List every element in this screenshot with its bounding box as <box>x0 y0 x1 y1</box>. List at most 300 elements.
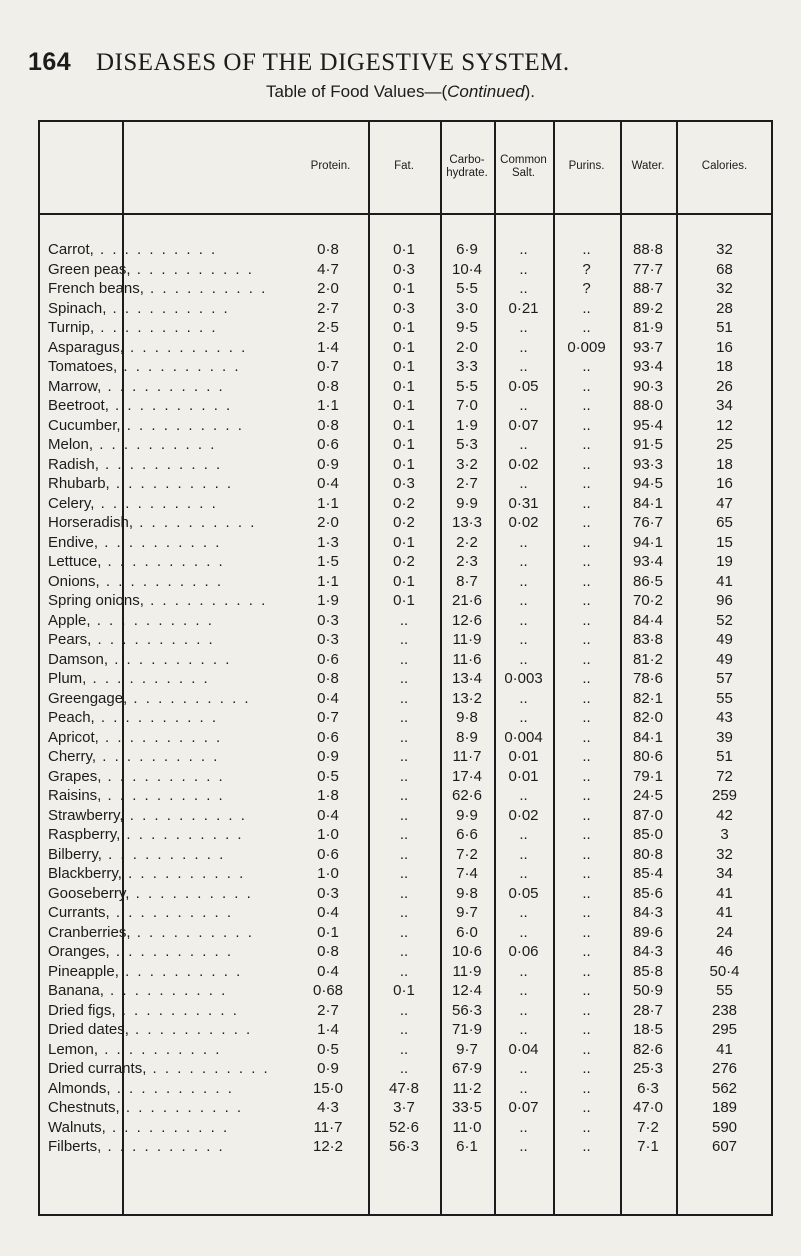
cell-protein: 1·0 <box>317 865 339 882</box>
cell-carbohydrate: 11·2 <box>452 1079 482 1097</box>
cell-fat: 0·3 <box>393 299 415 317</box>
table-row <box>38 416 773 436</box>
cell-water: 80·8 <box>632 845 664 863</box>
cell-water: 84·1 <box>632 494 664 512</box>
cell-water: 82·6 <box>632 1040 664 1058</box>
cell-fat: 52·6 <box>388 1118 420 1136</box>
cell-common-salt: 0·02 <box>508 455 539 473</box>
cell-purins: .. <box>582 241 591 258</box>
cell-common-salt: .. <box>519 1079 528 1097</box>
cell-fat: .. <box>399 923 409 941</box>
cell-purins: .. <box>582 475 591 492</box>
cell-purins: .. <box>582 592 591 609</box>
cell-carbohydrate: 10·4 <box>451 260 483 278</box>
cell-calories: 34 <box>716 865 733 882</box>
cell-protein: 4·3 <box>317 1099 339 1116</box>
cell-calories: 55 <box>716 689 733 707</box>
table-row <box>38 552 773 572</box>
cell-water: 82·1 <box>632 689 664 707</box>
table-bottom-rule <box>38 1214 773 1216</box>
cell-common-salt: .. <box>519 826 528 843</box>
cell-carbohydrate: 10·6 <box>451 943 483 960</box>
cell-purins: .. <box>582 650 591 668</box>
food-name: Apple, . <box>48 611 310 631</box>
cell-carbohydrate: 12·6 <box>451 611 483 629</box>
food-name: Plum, . <box>48 669 310 689</box>
cell-calories: 52 <box>716 611 733 629</box>
food-name: Pears, . <box>48 630 310 650</box>
table-row <box>38 864 773 884</box>
cell-protein: 2·0 <box>317 514 339 531</box>
cell-calories: 41 <box>716 1040 733 1058</box>
table-row <box>38 279 773 299</box>
cell-purins: .. <box>582 865 591 882</box>
cell-common-salt: .. <box>519 533 528 551</box>
cell-common-salt: .. <box>519 338 528 356</box>
food-name: Apricot, . <box>48 728 310 748</box>
cell-calories: 19 <box>716 553 733 570</box>
food-name: Celery, . <box>48 494 310 514</box>
cell-purins: .. <box>582 728 591 746</box>
cell-water: 7·1 <box>637 1138 659 1155</box>
cell-purins: .. <box>582 553 591 570</box>
food-name: Tomatoes, . <box>48 357 310 377</box>
food-name: Radish, . <box>48 455 310 475</box>
cell-carbohydrate: 6·1 <box>456 1138 478 1155</box>
cell-fat: .. <box>399 1040 409 1058</box>
cell-carbohydrate: 13·3 <box>451 514 483 531</box>
cell-fat: .. <box>399 962 409 980</box>
cell-protein: 1·1 <box>317 397 339 414</box>
cell-calories: 562 <box>711 1079 738 1097</box>
cell-carbohydrate: 71·9 <box>451 1021 483 1038</box>
cell-purins: .. <box>582 709 591 726</box>
cell-protein: 0·3 <box>317 611 339 629</box>
cell-fat: .. <box>399 767 409 785</box>
header-calories: Calories. <box>701 160 748 173</box>
table-row <box>38 591 773 611</box>
table-row <box>38 708 773 728</box>
table-row <box>38 689 773 709</box>
cell-water: 80·6 <box>632 748 664 765</box>
cell-calories: 68 <box>716 260 733 278</box>
cell-carbohydrate: 6·0 <box>456 923 478 941</box>
cell-common-salt: .. <box>519 787 528 804</box>
table-row <box>38 533 773 553</box>
cell-common-salt: 0·07 <box>508 416 539 434</box>
cell-common-salt: .. <box>519 319 528 336</box>
food-name: Onions, . <box>48 572 310 592</box>
cell-water: 93·4 <box>632 358 664 375</box>
food-name: Lettuce, . <box>48 552 310 572</box>
food-name: Dried currants, . <box>48 1059 310 1079</box>
cell-carbohydrate: 17·4 <box>451 767 483 785</box>
cell-carbohydrate: 9·7 <box>456 904 478 921</box>
table-row <box>38 767 773 787</box>
cell-purins: ? <box>582 280 591 297</box>
cell-protein: 0·6 <box>317 728 339 746</box>
cell-carbohydrate: 9·5 <box>456 319 478 336</box>
cell-water: 81·9 <box>632 319 664 336</box>
cell-carbohydrate: 1·9 <box>456 416 478 434</box>
cell-purins: .. <box>582 923 591 941</box>
table-row <box>38 806 773 826</box>
cell-fat: 0·1 <box>393 280 415 297</box>
cell-calories: 18 <box>716 358 733 375</box>
table-row <box>38 1001 773 1021</box>
table-row <box>38 611 773 631</box>
cell-water: 50·9 <box>632 982 664 999</box>
cell-carbohydrate: 9·8 <box>456 709 478 726</box>
cell-common-salt: .. <box>519 631 528 648</box>
cell-fat: 0·2 <box>393 553 415 570</box>
cell-calories: 276 <box>711 1060 738 1077</box>
cell-fat: 0·3 <box>393 260 415 278</box>
cell-protein: 0·6 <box>317 650 339 668</box>
cell-water: 88·7 <box>632 280 664 297</box>
cell-protein: 0·8 <box>317 416 339 434</box>
cell-water: 87·0 <box>632 806 664 824</box>
table-row <box>38 1020 773 1040</box>
table-row <box>38 396 773 416</box>
table-row <box>38 357 773 377</box>
cell-common-salt: .. <box>519 1118 528 1136</box>
cell-common-salt: .. <box>519 572 528 590</box>
cell-calories: 18 <box>716 455 733 473</box>
cell-purins: .. <box>582 358 591 375</box>
food-name: Cherry, . <box>48 747 310 767</box>
cell-fat: 0·2 <box>393 514 415 531</box>
cell-carbohydrate: 6·9 <box>456 241 478 258</box>
running-title: DISEASES OF THE DIGESTIVE SYSTEM. <box>95 49 570 76</box>
cell-water: 85·4 <box>632 865 664 882</box>
cell-fat: .. <box>399 631 409 648</box>
cell-protein: 2·0 <box>317 280 339 297</box>
cell-purins: .. <box>582 806 591 824</box>
cell-calories: 72 <box>716 767 733 785</box>
cell-protein: 4·7 <box>317 260 339 278</box>
food-name: Marrow, . <box>48 377 310 397</box>
cell-carbohydrate: 9·9 <box>456 494 478 512</box>
cell-carbohydrate: 62·6 <box>451 787 483 804</box>
cell-protein: 1·1 <box>317 494 339 512</box>
cell-carbohydrate: 13·4 <box>451 670 483 687</box>
table-row <box>38 884 773 904</box>
cell-common-salt: .. <box>519 1021 528 1038</box>
cell-purins: .. <box>582 845 591 863</box>
table-row <box>38 1098 773 1118</box>
cell-water: 76·7 <box>632 514 664 531</box>
cell-calories: 16 <box>716 338 733 356</box>
cell-common-salt: 0·01 <box>508 767 539 785</box>
cell-water: 70·2 <box>632 592 664 609</box>
cell-calories: 55 <box>716 982 733 999</box>
cell-purins: .. <box>582 767 591 785</box>
table-row <box>38 923 773 943</box>
cell-calories: 49 <box>716 631 733 648</box>
cell-fat: .. <box>399 904 409 921</box>
table-row <box>38 903 773 923</box>
cell-calories: 295 <box>711 1021 738 1038</box>
cell-calories: 41 <box>716 884 733 902</box>
cell-carbohydrate: 12·4 <box>451 982 483 999</box>
table-row <box>38 1137 773 1157</box>
cell-purins: .. <box>582 455 591 473</box>
cell-purins: .. <box>582 748 591 765</box>
caption-italic: Continued <box>447 82 525 101</box>
cell-common-salt: .. <box>519 241 528 258</box>
cell-carbohydrate: 2·7 <box>456 475 478 492</box>
header-carbohydrate <box>440 120 494 213</box>
cell-purins: .. <box>582 572 591 590</box>
cell-water: 89·6 <box>632 923 664 941</box>
cell-protein: 0·3 <box>317 884 339 902</box>
cell-purins: .. <box>582 1118 591 1136</box>
cell-water: 95·4 <box>632 416 664 434</box>
header-rule <box>38 213 773 215</box>
food-name: Turnip, . <box>48 318 310 338</box>
cell-purins: .. <box>582 1040 591 1058</box>
cell-carbohydrate: 6·6 <box>456 826 478 843</box>
cell-purins: .. <box>582 826 591 843</box>
cell-protein: 0·9 <box>317 1060 339 1077</box>
cell-calories: 42 <box>716 806 733 824</box>
table-row <box>38 747 773 767</box>
cell-carbohydrate: 67·9 <box>451 1060 483 1077</box>
cell-protein: 1·5 <box>317 553 339 570</box>
cell-purins: 0·009 <box>567 338 606 356</box>
cell-water: 88·8 <box>632 241 664 258</box>
cell-carbohydrate: 7·4 <box>456 865 478 882</box>
cell-fat: 3·7 <box>393 1099 415 1116</box>
cell-common-salt: 0·04 <box>508 1040 539 1058</box>
cell-carbohydrate: 9·7 <box>456 1040 478 1058</box>
cell-calories: 57 <box>716 670 733 687</box>
cell-common-salt: .. <box>519 1060 528 1077</box>
cell-protein: 0·4 <box>317 475 339 492</box>
table-row <box>38 962 773 982</box>
cell-carbohydrate: 8·7 <box>456 572 478 590</box>
table-row <box>38 318 773 338</box>
food-name: Dried figs, . <box>48 1001 310 1021</box>
cell-calories: 238 <box>711 1001 738 1019</box>
cell-water: 83·8 <box>632 631 664 648</box>
cell-common-salt: .. <box>519 280 528 297</box>
cell-carbohydrate: 13·2 <box>451 689 483 707</box>
cell-fat: .. <box>399 1060 409 1077</box>
food-name: Damson, . <box>48 650 310 670</box>
cell-water: 18·5 <box>632 1021 664 1038</box>
cell-fat: 0·1 <box>393 436 415 453</box>
cell-water: 93·4 <box>632 553 664 570</box>
table-caption <box>0 82 801 102</box>
cell-water: 89·2 <box>632 299 664 317</box>
cell-water: 47·0 <box>632 1099 664 1116</box>
cell-common-salt: 0·004 <box>504 728 543 746</box>
cell-calories: 51 <box>716 748 733 765</box>
cell-protein: 0·8 <box>317 943 339 960</box>
cell-fat: 56·3 <box>388 1138 420 1155</box>
cell-fat: 0·1 <box>393 416 415 434</box>
cell-protein: 0·7 <box>317 358 339 375</box>
cell-calories: 49 <box>716 650 733 668</box>
cell-fat: 0·1 <box>393 397 415 414</box>
cell-fat: .. <box>399 865 409 882</box>
food-name: Chestnuts, . <box>48 1098 310 1118</box>
caption-tail: ). <box>524 82 536 101</box>
cell-calories: 41 <box>716 904 733 921</box>
cell-water: 79·1 <box>632 767 664 785</box>
cell-fat: .. <box>399 1021 409 1038</box>
cell-purins: .. <box>582 631 591 648</box>
cell-carbohydrate: 3·2 <box>456 455 478 473</box>
table-row <box>38 786 773 806</box>
cell-fat: .. <box>399 826 409 843</box>
cell-water: 93·7 <box>632 338 664 356</box>
cell-purins: .. <box>582 436 591 453</box>
header-carbohydrate-line2: hydrate. <box>446 166 488 179</box>
cell-water: 25·3 <box>632 1060 664 1077</box>
cell-water: 94·1 <box>632 533 664 551</box>
food-name: Raspberry, . <box>48 825 310 845</box>
cell-fat: 0·1 <box>393 982 415 999</box>
cell-protein: 1·0 <box>317 826 339 843</box>
food-name: Melon, . <box>48 435 310 455</box>
cell-calories: 32 <box>716 280 733 297</box>
cell-purins: .. <box>582 397 591 414</box>
food-name: Blackberry, . <box>48 864 310 884</box>
cell-protein: 1·9 <box>317 592 339 609</box>
cell-fat: .. <box>399 611 409 629</box>
header-salt-line2: Salt. <box>511 166 535 179</box>
cell-purins: .. <box>582 1079 591 1097</box>
food-name: Gooseberry, . <box>48 884 310 904</box>
cell-common-salt: .. <box>519 260 528 278</box>
food-name: Bilberry, . <box>48 845 310 865</box>
table-body <box>38 240 773 1157</box>
cell-carbohydrate: 9·9 <box>456 806 478 824</box>
cell-common-salt: .. <box>519 709 528 726</box>
table-row <box>38 669 773 689</box>
food-name: Peach, . <box>48 708 310 728</box>
table-row <box>38 825 773 845</box>
cell-calories: 28 <box>716 299 733 317</box>
cell-common-salt: .. <box>519 397 528 414</box>
cell-fat: .. <box>399 806 409 824</box>
cell-carbohydrate: 21·6 <box>451 592 483 609</box>
cell-fat: .. <box>399 1001 409 1019</box>
cell-fat: .. <box>399 709 409 726</box>
food-name: Asparagus, . <box>48 338 310 358</box>
food-name: Cranberries, . <box>48 923 310 943</box>
cell-calories: 26 <box>716 377 733 395</box>
cell-protein: 1·1 <box>317 572 339 590</box>
cell-common-salt: 0·31 <box>508 494 539 512</box>
cell-purins: .. <box>582 1099 591 1116</box>
cell-common-salt: .. <box>519 982 528 999</box>
cell-protein: 0·68 <box>312 982 344 999</box>
cell-carbohydrate: 33·5 <box>451 1099 483 1116</box>
cell-calories: 51 <box>716 319 733 336</box>
cell-common-salt: 0·05 <box>508 377 539 395</box>
cell-fat: 0·1 <box>393 455 415 473</box>
cell-purins: .. <box>582 611 591 629</box>
cell-purins: .. <box>582 689 591 707</box>
cell-protein: 0·6 <box>317 845 339 863</box>
cell-water: 85·8 <box>632 962 664 980</box>
cell-fat: 0·1 <box>393 358 415 375</box>
header-common-salt <box>494 120 553 213</box>
cell-purins: .. <box>582 904 591 921</box>
cell-carbohydrate: 11·9 <box>452 631 482 648</box>
table-row <box>38 455 773 475</box>
cell-carbohydrate: 3·3 <box>456 358 478 375</box>
cell-common-salt: 0·003 <box>504 670 543 687</box>
cell-common-salt: .. <box>519 923 528 941</box>
cell-protein: 0·4 <box>317 904 339 921</box>
cell-protein: 0·4 <box>317 689 339 707</box>
cell-fat: 0·1 <box>393 377 415 395</box>
cell-calories: 24 <box>716 923 733 941</box>
food-name: Strawberry, . <box>48 806 310 826</box>
cell-purins: .. <box>582 982 591 999</box>
cell-fat: 0·1 <box>393 572 415 590</box>
cell-calories: 25 <box>716 436 733 453</box>
table-row <box>38 572 773 592</box>
cell-carbohydrate: 2·0 <box>456 338 478 356</box>
cell-fat: 0·2 <box>393 494 415 512</box>
cell-protein: 0·8 <box>317 241 339 258</box>
cell-carbohydrate: 11·0 <box>452 1118 482 1136</box>
cell-water: 85·0 <box>632 826 664 843</box>
cell-calories: 607 <box>711 1138 738 1155</box>
cell-water: 94·5 <box>632 475 664 492</box>
food-name: Grapes, . <box>48 767 310 787</box>
cell-carbohydrate: 3·0 <box>456 299 478 317</box>
food-name: Endive, . <box>48 533 310 553</box>
cell-water: 84·3 <box>632 904 664 921</box>
cell-common-salt: .. <box>519 358 528 375</box>
cell-fat: .. <box>399 728 409 746</box>
cell-common-salt: 0·06 <box>508 943 539 960</box>
cell-purins: .. <box>582 943 591 960</box>
food-name: Beetroot, . <box>48 396 310 416</box>
cell-protein: 0·7 <box>317 709 339 726</box>
page-number: 164 <box>28 48 72 76</box>
cell-calories: 32 <box>716 241 733 258</box>
table-row <box>38 845 773 865</box>
cell-protein: 2·7 <box>317 1001 339 1019</box>
cell-protein: 1·4 <box>317 1021 339 1038</box>
cell-fat: .. <box>399 884 409 902</box>
cell-fat: 0·1 <box>393 241 415 258</box>
cell-calories: 32 <box>716 845 733 863</box>
cell-protein: 0·1 <box>317 923 339 941</box>
cell-fat: 0·1 <box>393 592 415 609</box>
cell-calories: 47 <box>716 494 733 512</box>
cell-calories: 16 <box>716 475 733 492</box>
cell-protein: 0·8 <box>317 670 339 687</box>
cell-protein: 0·4 <box>317 962 339 980</box>
cell-common-salt: .. <box>519 689 528 707</box>
cell-carbohydrate: 2·3 <box>456 553 478 570</box>
cell-water: 6·3 <box>637 1079 659 1097</box>
cell-common-salt: .. <box>519 1138 528 1155</box>
cell-calories: 50·4 <box>709 962 740 980</box>
cell-carbohydrate: 56·3 <box>451 1001 483 1019</box>
cell-protein: 2·7 <box>317 299 339 317</box>
cell-common-salt: 0·21 <box>508 299 539 317</box>
